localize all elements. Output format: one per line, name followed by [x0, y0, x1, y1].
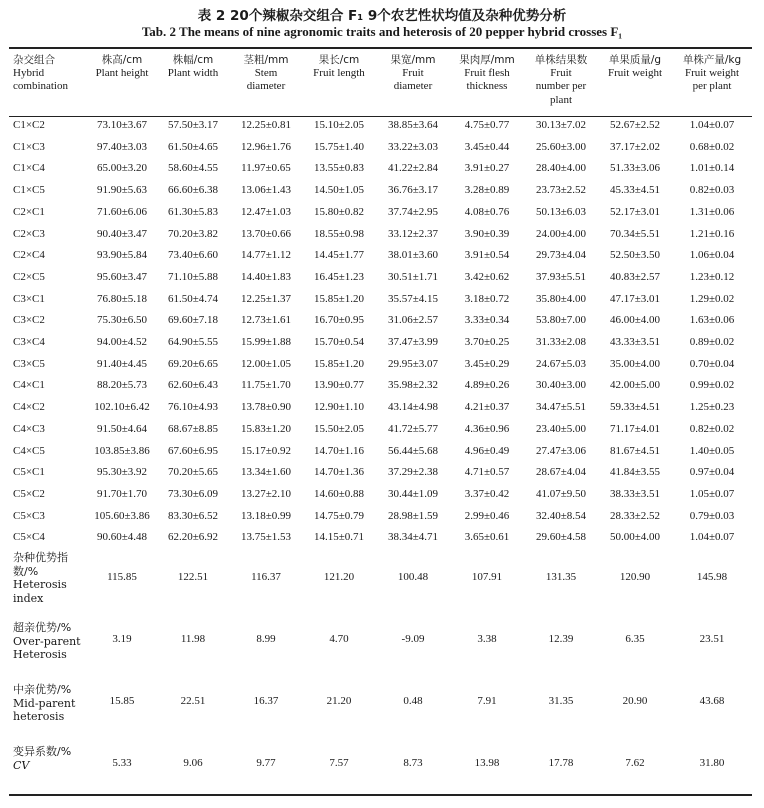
table-cell: 27.47±3.06 [535, 444, 587, 457]
table-cell: 58.60±4.55 [167, 162, 219, 175]
summary-label-english: Over-parent [13, 634, 81, 648]
summary-label-chinese: 中亲优势/% [13, 683, 72, 696]
table-cell: 69.60±7.18 [167, 314, 219, 327]
cross-label: C5×C3 [13, 509, 45, 522]
table-cell: 56.44±5.68 [387, 444, 439, 457]
table-cell: 13.78±0.90 [240, 401, 292, 414]
table-cell: 93.90±5.84 [96, 249, 148, 262]
table-cell: 12.47±1.03 [240, 205, 292, 218]
table-cell: 61.50±4.65 [167, 140, 219, 153]
table-cell: 41.22±2.84 [387, 162, 439, 175]
table-cell: 33.22±3.03 [387, 140, 439, 153]
cross-label: C3×C1 [13, 292, 45, 305]
table-cell: 70.20±5.65 [167, 466, 219, 479]
summary-label-chinese: 杂种优势指数/% [13, 551, 68, 578]
cross-label: C1×C4 [13, 162, 45, 175]
table-cell: 94.00±4.52 [96, 336, 148, 348]
table-cell: 35.00±4.00 [609, 357, 661, 370]
table-cell: 90.40±3.47 [96, 227, 148, 240]
table-cell: 29.60±4.58 [535, 531, 587, 544]
summary-cell: 12.39 [548, 633, 574, 645]
summary-cell: 21.20 [326, 695, 352, 707]
column-header [524, 54, 598, 107]
table-cell: 91.40±4.45 [96, 357, 148, 370]
table-cell: 28.98±1.59 [387, 509, 439, 522]
table-cell: 16.70±0.95 [313, 314, 365, 327]
column-header-chinese: 杂交组合 [13, 54, 55, 66]
table-cell: 24.00±4.00 [535, 227, 587, 240]
table-cell: 25.60±3.00 [535, 140, 587, 153]
summary-cell: 20.90 [622, 695, 648, 707]
table-cell: 4.75±0.77 [464, 119, 510, 131]
cross-label: C4×C1 [13, 379, 45, 392]
column-header-chinese: 单株结果数 [534, 54, 588, 66]
summary-cell: 120.90 [619, 571, 651, 583]
table-cell: 62.20±6.92 [167, 531, 219, 544]
table-cell: 1.25±0.23 [689, 401, 735, 414]
cross-label: C2×C1 [13, 205, 45, 218]
summary-label-english: Mid-parent [13, 696, 76, 710]
table-cell: 73.30±6.09 [167, 487, 219, 500]
column-header [85, 54, 159, 80]
column-header-english: diameter [393, 80, 433, 93]
table-cell: 1.23±0.12 [689, 270, 735, 283]
column-header [156, 54, 230, 80]
table-cell: 0.70±0.04 [689, 357, 735, 370]
table-cell: 14.50±1.05 [313, 184, 365, 197]
table-cell: 76.10±4.93 [167, 401, 219, 414]
cross-label: C3×C5 [13, 357, 45, 370]
column-header-english: combination [13, 80, 68, 93]
table-cell: 64.90±5.55 [167, 336, 219, 348]
table-cell: 35.98±2.32 [387, 379, 439, 392]
table-cell: 47.17±3.01 [609, 292, 661, 305]
table-cell: 30.51±1.71 [387, 270, 439, 283]
table-cell: 15.99±1.88 [240, 336, 292, 348]
table-cell: 4.08±0.76 [464, 205, 510, 218]
table-cell: 23.73±2.52 [535, 184, 587, 197]
table-cell: 71.17±4.01 [609, 422, 661, 435]
table-cell: 68.67±8.85 [167, 422, 219, 435]
table-cell: 13.18±0.99 [240, 509, 292, 522]
table-cell: 23.40±5.00 [535, 422, 587, 435]
summary-cell: 13.98 [474, 757, 500, 769]
table-cell: 1.63±0.06 [689, 314, 735, 327]
table-cell: 81.67±4.51 [609, 444, 661, 457]
summary-cell: 8.73 [403, 757, 423, 769]
table-cell: 45.33±4.51 [609, 184, 661, 197]
summary-label-english: CV [13, 758, 30, 772]
table-cell: 91.90±5.63 [96, 184, 148, 197]
column-header-chinese: 株高/cm [101, 54, 143, 66]
table-cell: 73.10±3.67 [96, 119, 148, 131]
column-header-chinese: 茎粗/mm [243, 54, 289, 66]
table-cell: 3.91±0.54 [464, 249, 510, 262]
table-cell: 1.21±0.16 [689, 227, 735, 240]
table-cell: 53.80±7.00 [535, 314, 587, 327]
table-cell: 61.30±5.83 [167, 205, 219, 218]
column-header-english: Fruit flesh [464, 67, 510, 80]
summary-cell: 23.51 [699, 633, 725, 645]
table-cell: 37.47±3.99 [387, 336, 439, 348]
table-cell: 14.70±1.36 [313, 466, 365, 479]
column-header-english: thickness [466, 80, 508, 93]
table-cell: 15.17±0.92 [240, 444, 292, 457]
summary-cell: 131.35 [545, 571, 577, 583]
table-cell: 37.29±2.38 [387, 466, 439, 479]
table-cell: 71.10±5.88 [167, 270, 219, 283]
table-cell: 18.55±0.98 [313, 227, 365, 240]
table-cell: 75.30±6.50 [96, 314, 148, 327]
table-cell: 12.25±0.81 [240, 119, 292, 131]
table-cell: 61.50±4.74 [167, 292, 219, 305]
cross-label: C1×C5 [13, 184, 45, 197]
cross-label: C4×C2 [13, 401, 45, 414]
table-cell: 102.10±6.42 [94, 401, 150, 414]
table-cell: 3.91±0.27 [464, 162, 510, 175]
table-cell: 52.67±2.52 [609, 119, 661, 131]
summary-cell: 122.51 [177, 571, 209, 583]
table-cell: 31.06±2.57 [387, 314, 439, 327]
table-cell: 40.83±2.57 [609, 270, 661, 283]
summary-cell: 4.70 [329, 633, 349, 645]
table-cell: 30.44±1.09 [387, 487, 439, 500]
table-cell: 97.40±3.03 [96, 140, 148, 153]
table-cell: 95.30±3.92 [96, 466, 148, 479]
summary-cell: 5.33 [112, 757, 132, 769]
summary-cell: 121.20 [323, 571, 355, 583]
table-cell: 14.15±0.71 [313, 531, 365, 544]
summary-cell: 22.51 [180, 695, 206, 707]
summary-cell: 7.62 [625, 757, 645, 769]
table-cell: 57.50±3.17 [167, 119, 219, 131]
summary-cell: 16.37 [253, 695, 279, 707]
column-header-chinese: 果宽/mm [390, 54, 436, 66]
summary-cell: 11.98 [180, 633, 206, 645]
table-cell: 46.00±4.00 [609, 314, 661, 327]
table-cell: 59.33±4.51 [609, 401, 661, 414]
column-header [376, 54, 450, 94]
summary-cell: 100.48 [397, 571, 429, 583]
table-cell: 3.18±0.72 [464, 292, 510, 305]
table-cell: 1.04±0.07 [689, 531, 735, 544]
table-cell: 50.00±4.00 [609, 531, 661, 544]
column-header-chinese: 株幅/cm [172, 54, 214, 66]
table-cell: 3.70±0.25 [464, 336, 510, 348]
table-cell: 13.90±0.77 [313, 379, 365, 392]
summary-cell: 6.35 [625, 633, 645, 645]
table-cell: 65.00±3.20 [96, 162, 148, 175]
cross-label: C5×C1 [13, 466, 45, 479]
table-cell: 13.70±0.66 [240, 227, 292, 240]
column-header-english: Fruit length [313, 67, 365, 80]
table-cell: 0.82±0.02 [689, 422, 735, 435]
table-cell: 41.84±3.55 [609, 466, 661, 479]
table-cell: 30.13±7.02 [535, 119, 587, 131]
table-cell: 12.00±1.05 [240, 357, 292, 370]
table-cell: 37.17±2.02 [609, 140, 661, 153]
cross-label: C2×C3 [13, 227, 45, 240]
table-cell: 37.74±2.95 [387, 205, 439, 218]
table-cell: 38.85±3.64 [387, 119, 439, 131]
summary-cell: 145.98 [696, 571, 728, 583]
table-cell: 0.99±0.02 [689, 379, 735, 392]
table-cell: 14.40±1.83 [240, 270, 292, 283]
table-cell: 34.47±5.51 [535, 401, 587, 414]
table-cell: 1.01±0.14 [689, 162, 735, 175]
column-header [229, 54, 303, 94]
summary-row-label [13, 621, 81, 662]
table-cell: 62.60±6.43 [167, 379, 219, 392]
table-cell: 15.83±1.20 [240, 422, 292, 435]
column-header-english: Stem [254, 67, 278, 80]
summary-label-english: index [13, 591, 44, 605]
cross-label: C4×C5 [13, 444, 45, 457]
table-cell: 51.33±3.06 [609, 162, 661, 175]
table-cell: 3.45±0.29 [464, 357, 510, 370]
table-cell: 14.75±0.79 [313, 509, 365, 522]
table-cell: 29.95±3.07 [387, 357, 439, 370]
table-cell: 1.31±0.06 [689, 205, 735, 218]
column-header-english: per plant [692, 80, 732, 93]
summary-cell: 115.85 [107, 571, 137, 583]
table-cell: 50.13±6.03 [535, 205, 587, 218]
table-cell: 3.37±0.42 [464, 487, 510, 500]
table-cell: 37.93±5.51 [535, 270, 587, 283]
column-header-english: Fruit [402, 67, 424, 80]
table-caption-english: Tab. 2 The means of nine agronomic traits and heterosis of 20 pepper hybrid crosses F₁ [141, 24, 623, 39]
table-cell: 15.85±1.20 [313, 292, 365, 305]
table-cell: 3.45±0.44 [464, 140, 510, 153]
column-header-chinese: 果长/cm [318, 54, 360, 66]
summary-row-label [13, 745, 71, 772]
summary-cell: -9.09 [401, 633, 425, 645]
table-cell: 24.67±5.03 [535, 357, 587, 370]
summary-cell: 31.35 [548, 695, 574, 707]
column-header [450, 54, 524, 94]
summary-cell: 31.80 [699, 757, 725, 769]
table-cell: 35.80±4.00 [535, 292, 587, 305]
table-cell: 14.77±1.12 [240, 249, 292, 262]
table-cell: 35.57±4.15 [387, 292, 439, 305]
cross-label: C5×C4 [13, 531, 45, 544]
summary-cell: 9.77 [256, 757, 276, 769]
column-header-english: plant [550, 93, 572, 106]
cross-label: C3×C2 [13, 314, 45, 327]
table-cell: 15.70±0.54 [313, 336, 365, 348]
cross-label: C5×C2 [13, 487, 45, 500]
table-cell: 28.67±4.04 [535, 466, 587, 479]
column-header-english: diameter [246, 80, 286, 93]
table-cell: 52.17±3.01 [609, 205, 661, 218]
column-header-english: Plant height [95, 67, 149, 80]
table-cell: 38.33±3.51 [609, 487, 661, 500]
table-cell: 4.89±0.26 [464, 379, 510, 392]
summary-label-english: Heterosis [13, 578, 67, 591]
table-cell: 105.60±3.86 [94, 509, 150, 522]
table-cell: 66.60±6.38 [167, 184, 219, 197]
table-cell: 91.70±1.70 [96, 487, 148, 500]
summary-label-chinese: 超亲优势/% [13, 621, 72, 634]
column-header-english: Plant width [167, 67, 219, 80]
summary-cell: 15.85 [109, 695, 135, 707]
table-cell: 4.21±0.37 [464, 401, 510, 414]
table-cell: 71.60±6.06 [96, 205, 148, 218]
table-cell: 14.45±1.77 [313, 249, 365, 262]
cross-label: C2×C5 [13, 270, 45, 283]
table-cell: 33.12±2.37 [387, 227, 439, 240]
summary-label-english: Heterosis [13, 648, 67, 661]
column-header-english: Hybrid [13, 67, 45, 80]
table-cell: 3.28±0.89 [464, 184, 510, 197]
table-cell: 1.04±0.07 [689, 119, 735, 131]
table-cell: 70.20±3.82 [167, 227, 219, 240]
table-cell: 0.79±0.03 [689, 509, 735, 522]
table-cell: 13.55±0.83 [313, 162, 365, 175]
table-cell: 3.33±0.34 [464, 314, 510, 327]
table-cell: 13.27±2.10 [240, 487, 292, 500]
table-cell: 12.73±1.61 [240, 314, 292, 327]
table-cell: 43.14±4.98 [387, 401, 439, 414]
column-header-english: Fruit weight [607, 67, 663, 80]
column-header [598, 54, 672, 80]
table-top-rule [9, 47, 752, 49]
table-cell: 11.75±1.70 [241, 379, 291, 392]
table-cell: 69.20±6.65 [167, 357, 219, 370]
table-cell: 67.60±6.95 [167, 444, 219, 457]
summary-label-english: heterosis [13, 710, 65, 723]
cross-label: C3×C4 [13, 336, 45, 348]
summary-cell: 0.48 [403, 695, 423, 707]
table-cell: 38.34±4.71 [387, 531, 439, 544]
table-cell: 76.80±5.18 [96, 292, 148, 305]
column-header [13, 54, 68, 94]
table-cell: 11.97±0.65 [241, 162, 291, 175]
column-header-english: number per [535, 80, 587, 93]
table-cell: 13.75±1.53 [240, 531, 292, 544]
table-cell: 3.42±0.62 [464, 270, 510, 283]
table-cell: 4.36±0.96 [464, 422, 510, 435]
table-cell: 41.07±9.50 [535, 487, 587, 500]
table-cell: 83.30±6.52 [167, 509, 219, 522]
table-cell: 52.50±3.50 [609, 249, 661, 262]
table-cell: 3.65±0.61 [464, 531, 510, 544]
table-cell: 91.50±4.64 [96, 422, 148, 435]
table-cell: 15.75±1.40 [313, 140, 365, 153]
table-cell: 1.06±0.04 [689, 249, 735, 262]
summary-cell: 3.19 [112, 633, 132, 645]
table-cell: 1.40±0.05 [689, 444, 735, 457]
column-header-chinese: 果肉厚/mm [459, 54, 515, 66]
table-cell: 12.90±1.10 [313, 401, 365, 414]
table-cell: 15.80±0.82 [313, 205, 365, 218]
table-cell: 0.68±0.02 [689, 140, 735, 153]
table-cell: 3.90±0.39 [464, 227, 510, 240]
summary-row-label [13, 551, 83, 605]
table-caption-chinese: 表 2 20个辣椒杂交组合 F₁ 9个农艺性状均值及杂种优势分析 [197, 8, 567, 24]
table-header-rule [9, 116, 752, 117]
table-cell: 15.85±1.20 [313, 357, 365, 370]
table-cell: 29.73±4.04 [535, 249, 587, 262]
summary-cell: 8.99 [256, 633, 276, 645]
table-cell: 2.99±0.46 [464, 509, 510, 522]
summary-cell: 9.06 [183, 757, 203, 769]
table-cell: 73.40±6.60 [167, 249, 219, 262]
summary-row-label [13, 683, 75, 724]
table-cell: 42.00±5.00 [609, 379, 661, 392]
table-cell: 4.96±0.49 [464, 444, 510, 457]
column-header [302, 54, 376, 80]
table-cell: 36.76±3.17 [387, 184, 439, 197]
column-header [675, 54, 749, 94]
table-cell: 70.34±5.51 [609, 227, 661, 240]
column-header-chinese: 单果质量/g [608, 54, 662, 66]
table-cell: 0.82±0.03 [689, 184, 735, 197]
table-cell: 32.40±8.54 [535, 509, 587, 522]
table-cell: 0.89±0.02 [689, 336, 735, 348]
table-cell: 43.33±3.51 [609, 336, 661, 348]
table-cell: 0.97±0.04 [689, 466, 735, 479]
summary-label-chinese: 变异系数/% [13, 745, 72, 758]
column-header-english: Fruit [550, 67, 572, 80]
table-cell: 14.70±1.16 [313, 444, 365, 457]
table-cell: 12.96±1.76 [240, 140, 292, 153]
summary-cell: 7.57 [329, 757, 349, 769]
table-cell: 30.40±3.00 [535, 379, 587, 392]
table-cell: 16.45±1.23 [313, 270, 365, 283]
cross-label: C2×C4 [13, 249, 45, 262]
cross-label: C1×C3 [13, 140, 45, 153]
table-cell: 95.60±3.47 [96, 270, 148, 283]
table-cell: 38.01±3.60 [387, 249, 439, 262]
table-cell: 28.33±2.52 [609, 509, 661, 522]
table-cell: 88.20±5.73 [96, 379, 148, 392]
table-cell: 13.06±1.43 [240, 184, 292, 197]
summary-cell: 107.91 [471, 571, 503, 583]
summary-cell: 116.37 [251, 571, 281, 583]
table-cell: 15.10±2.05 [313, 119, 365, 131]
table-cell: 31.33±2.08 [535, 336, 587, 348]
table-cell: 13.34±1.60 [240, 466, 292, 479]
cross-label: C4×C3 [13, 422, 45, 435]
summary-cell: 43.68 [699, 695, 725, 707]
table-cell: 15.50±2.05 [313, 422, 365, 435]
summary-cell: 17.78 [548, 757, 574, 769]
summary-cell: 7.91 [477, 695, 497, 707]
table-bottom-rule [9, 794, 752, 796]
summary-cell: 3.38 [477, 633, 497, 645]
table-cell: 90.60±4.48 [96, 531, 148, 544]
table-cell: 103.85±3.86 [94, 444, 150, 457]
column-header-chinese: 单株产量/kg [682, 54, 742, 66]
table-cell: 1.29±0.02 [689, 292, 735, 305]
table-cell: 28.40±4.00 [535, 162, 587, 175]
table-cell: 1.05±0.07 [689, 487, 735, 500]
table-cell: 14.60±0.88 [313, 487, 365, 500]
table-cell: 41.72±5.77 [387, 422, 439, 435]
column-header-english: Fruit weight [684, 67, 740, 80]
table-cell: 12.25±1.37 [240, 292, 292, 305]
cross-label: C1×C2 [13, 119, 45, 131]
table-cell: 4.71±0.57 [464, 466, 510, 479]
